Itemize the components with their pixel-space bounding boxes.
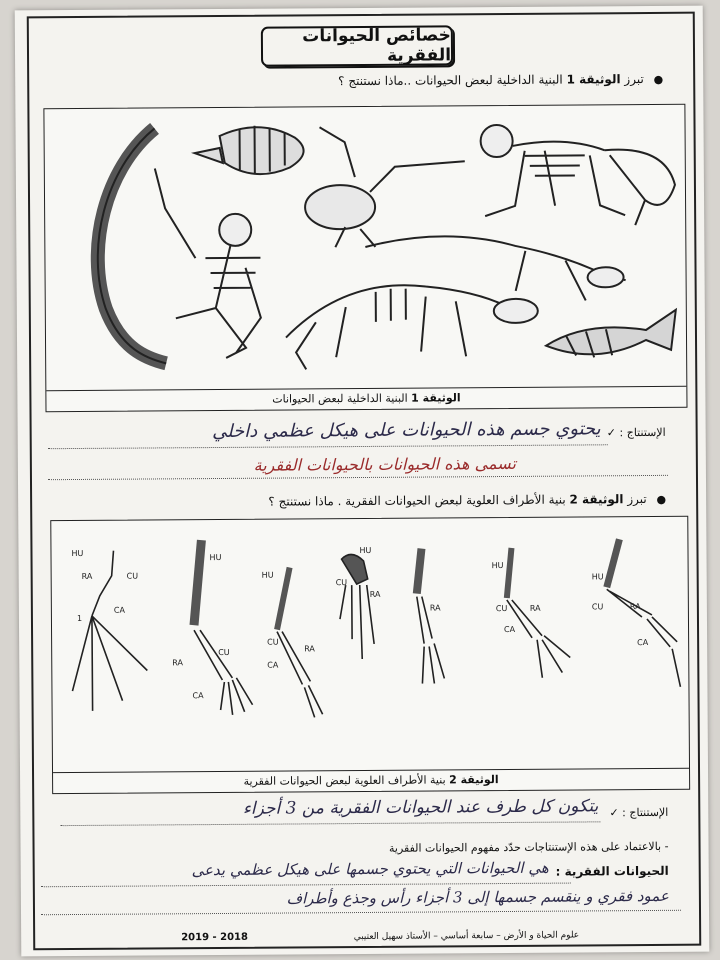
- bone-label-hu: HU: [359, 545, 372, 556]
- forelimbs-illustration: [51, 517, 689, 773]
- bullet-icon: ●: [653, 72, 664, 86]
- skeletons-illustration: [44, 105, 686, 391]
- bird-forelimb-icon: [491, 548, 570, 679]
- human-forelimb-icon: [171, 540, 252, 716]
- doc1-caption-text: البنية الداخلية لبعض الحيوانات: [272, 391, 408, 406]
- dog-skeleton-icon: [286, 284, 539, 369]
- conclusion2-text: يتكون كل طرف عند الحيوانات الفقرية من 3 أجزاء: [242, 796, 599, 819]
- bone-label-hu: HU: [209, 552, 222, 563]
- bone-label-ra: RA: [529, 603, 541, 613]
- conclusion2-label: الإستنتاج : ✓: [609, 805, 669, 820]
- horse-forelimb-icon: [591, 539, 680, 688]
- bone-label-ra: RA: [629, 602, 641, 612]
- doc1-prompt-doc-label: الوثيقة 1: [566, 72, 621, 87]
- bone-label-hu: HU: [71, 548, 84, 559]
- bone-label-hu: HU: [591, 572, 604, 582]
- bone-label-cu: CU: [591, 602, 604, 612]
- bone-label-ca: CA: [113, 605, 125, 615]
- bone-label-cu: CU: [126, 571, 139, 581]
- doc1-caption: [46, 386, 686, 411]
- bone-label-ra: RA: [369, 589, 381, 599]
- bone-label-hu: HU: [261, 570, 274, 580]
- footer-text: علوم الحياة و الأرض – سابعة أساسي – الأستاذ سهيل العتيبي: [353, 930, 580, 943]
- bullet-icon: ●: [656, 492, 667, 506]
- footer-years: 2019 - 2018: [181, 931, 249, 944]
- bone-label-ca: CA: [637, 638, 649, 648]
- doc2-prompt: [268, 492, 666, 509]
- worksheet-page: [15, 6, 710, 957]
- bone-label-ra: RA: [429, 603, 441, 613]
- fish-icon: [546, 310, 676, 358]
- doc1-prompt: [338, 72, 663, 88]
- bone-label-cu: CU: [495, 603, 508, 614]
- bone-label-ca: CA: [504, 624, 516, 635]
- rat-skeleton-icon: [365, 235, 625, 302]
- doc1-figure: [43, 104, 687, 412]
- primate-skull-icon: [219, 214, 251, 246]
- bone-label-ca: CA: [192, 691, 204, 701]
- bone-label-ra: RA: [304, 644, 315, 654]
- bone-label-cu: CU: [218, 647, 230, 658]
- flipper-forelimb-icon: [335, 546, 381, 659]
- doc2-prompt-prefix: تبرز: [627, 492, 647, 507]
- branch-icon: [97, 128, 166, 363]
- conclusion1-line2: تسمى هذه الحيوانات بالحيوانات الفقرية: [253, 453, 516, 475]
- doc2-prompt-doc-label: الوثيقة 2: [569, 492, 624, 507]
- doc2-caption-label: الوثيقة 2: [449, 773, 499, 787]
- bat-forelimb-icon: [71, 549, 147, 712]
- bone-label-cu: CU: [267, 637, 279, 647]
- doc2-figure: [50, 516, 690, 794]
- doc2-prompt-text: بنية الأطراف العلوية لبعض الحيوانات الفقرية . ماذا نستنتج ؟: [268, 492, 566, 509]
- doc2-caption-text: بنية الأطراف العلوية لبعض الحيوانات الفقرية: [243, 773, 446, 788]
- bone-label-ra: RA: [81, 571, 93, 581]
- bone-label-ra: RA: [172, 658, 184, 668]
- bone-label-cu: CU: [335, 578, 348, 588]
- doc1-caption-label: الوثيقة 1: [411, 391, 461, 405]
- cat-skeleton-icon: [481, 124, 676, 226]
- dog-forelimb-icon: [262, 567, 323, 717]
- mole-forelimb-icon: [416, 548, 444, 683]
- definition-prompt: - بالاعتماد على هذه الإستنتاجات حدّد مفهوم الحيوانات الفقرية: [388, 839, 669, 855]
- definition-line1: هي الحيوانات التي يحتوي جسمها على هيكل عظمي يدعى: [191, 858, 549, 880]
- bird-skeleton-icon: [305, 126, 466, 247]
- definition-term: الحيوانات الفقرية :: [555, 863, 669, 879]
- doc1-prompt-text: البنية الداخلية لبعض الحيوانات ..ماذا نستنتج ؟: [338, 72, 563, 89]
- doc1-prompt-prefix: تبرز: [624, 72, 644, 87]
- page-title: خصائص الحيوانات الفقرية: [261, 25, 453, 66]
- bone-label-ca: CA: [267, 660, 279, 670]
- definition-line2: عمود فقري و ينقسم جسمها إلى 3 أجزاء رأس وجذع وأطراف: [286, 886, 669, 908]
- doc2-caption: [53, 768, 689, 793]
- conclusion1-label: الإستنتاج : ✓: [606, 425, 666, 440]
- bone-label-hu: HU: [491, 561, 504, 571]
- conclusion1-line1: يحتوي جسم هذه الحيوانات على هيكل عظمي داخلي: [212, 418, 601, 443]
- fish-skeleton-icon: [195, 125, 304, 174]
- bone-label-digit: 1: [76, 613, 83, 623]
